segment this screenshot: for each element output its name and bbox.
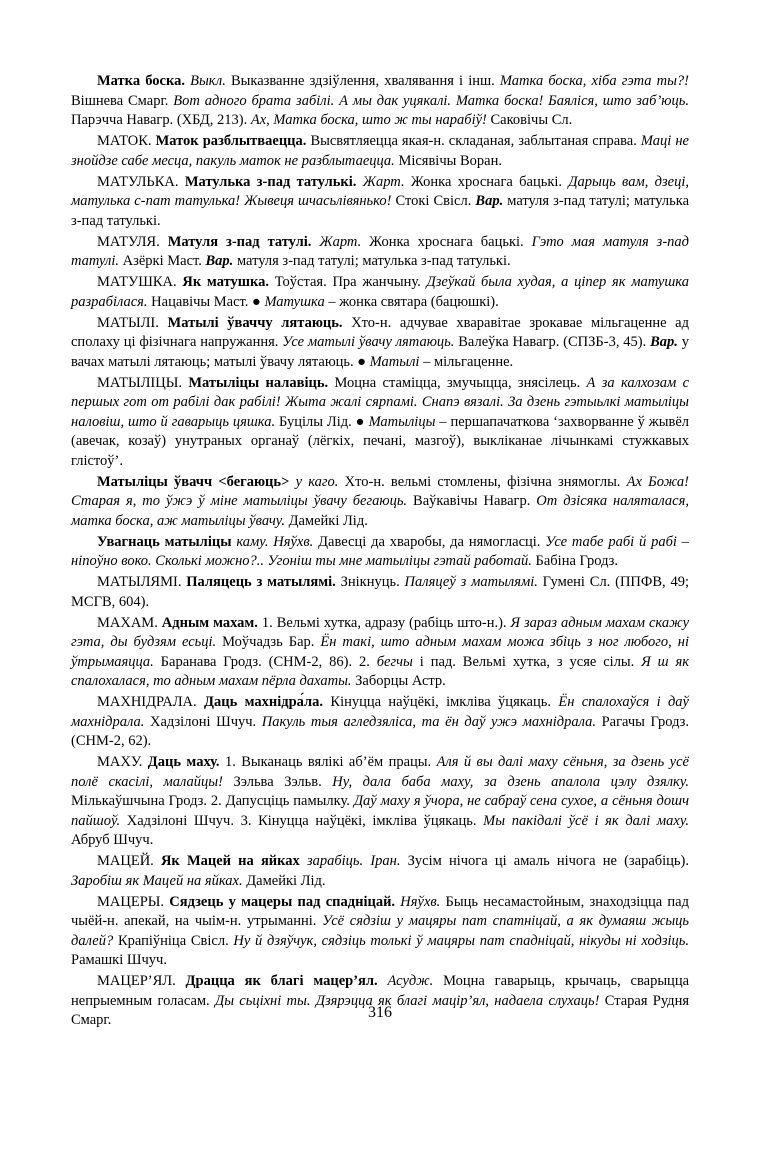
definition-text: Нацавічы Маст. ● [147, 293, 265, 310]
example-text: зарабіць. Іран. [306, 853, 401, 869]
definition-text: Місявічы Воран. [394, 152, 502, 169]
example-text: Ах, Матка боска, што ж ты нарабіў! [250, 112, 487, 128]
headword-phrase: Матуля з-пад татулі. [167, 233, 312, 250]
example-text: Ды сьціхні ты. Дзярэцца як благі мацір’ял, надаела слухаць! [214, 992, 600, 1009]
example-text: Няўхв. [400, 893, 441, 910]
dictionary-entry [71, 693, 689, 752]
example-text: Усё сядзіш у мацяры пат спатніцай, а як думаяш жыць далей? [71, 913, 689, 949]
definition-text: матуля з-пад татулі; матулька з-пад татулькі. [71, 193, 690, 229]
example-text: Жарт. [319, 233, 362, 250]
headword-phrase: Матыліцы налавіць. [188, 374, 329, 391]
dictionary-entry [71, 852, 689, 891]
example-text: Гэто мая матуля з-пад татулі. [71, 233, 689, 269]
definition-text: Азёркі Маст. [119, 253, 206, 269]
definition-text: Стокі Свісл. [391, 193, 476, 209]
dictionary-entry [71, 573, 689, 612]
definition-text: 1. Вельмі хутка, адразу (рабіць што-н.). [257, 614, 511, 631]
headword-phrase: Драцца як благі мацер’ял. [185, 973, 378, 989]
example-text: Ну, дала баба маху, за дзень апалола цэлу дзялку. [332, 773, 689, 790]
example-text: у каго. [295, 473, 339, 490]
definition-text: МАХАМ. [97, 614, 162, 631]
definition-text: МАЦЕР’ЯЛ. [97, 973, 186, 989]
example-text: Ах Божа! Старая я, то ўжэ ў міне матыліцы ўвачу бегаюць. [71, 473, 689, 509]
definition-text: Зусім нічога ці амаль нічога не (зарабіць). [400, 853, 689, 869]
page-number: 316 [368, 1004, 392, 1021]
definition-text: Валеўка Навагр. (СПЗБ-3, 45). [454, 334, 651, 350]
definition-text: Хадзілоні Шчуч. [144, 713, 262, 730]
definition-text [378, 973, 388, 989]
headword-phrase: Даць маху. [147, 754, 220, 770]
headword-phrase: Матыліцы ўвачч <бегаюць> [97, 473, 290, 490]
dictionary-entry [71, 753, 689, 851]
dictionary-entry [71, 893, 689, 971]
definition-text: Тоўстая. Пра жанчыну. [269, 274, 427, 290]
example-text: Выкл. [190, 73, 226, 89]
definition-text: МАТЫЛІ. [97, 314, 168, 331]
definition-text: МАХНІДРАЛА. [97, 694, 204, 710]
headword-phrase: Матка боска. [97, 73, 185, 89]
example-text: Вот адного брата забілі. А мы дак уцякалі. Матка боска! Баялiся, што заб’юць. [173, 92, 689, 109]
dictionary-entry [71, 314, 689, 373]
example-text: Я ш як спалохалася, то адным махам пёрла дахаты. [71, 653, 689, 689]
definition-text: Жонка хроснага бацькі. [404, 173, 569, 190]
definition-text: Рамашкі Шчуч. [71, 952, 167, 968]
definition-text: МАТУШКА. [97, 274, 183, 290]
definition-text: Крапіўніца Свісл. [113, 932, 234, 949]
dictionary-entry [71, 533, 689, 572]
example-text: От дзісяка наляталася, матка боска, аж матыліцы ўвачу. [71, 493, 689, 529]
definition-text: Хто-н. вельмі стомлены, фізічна знямоглы. [338, 473, 627, 490]
definition-text: Мількаўшчына Гродз. 2. Дапусціць памылку. [71, 793, 354, 809]
headword-phrase: Сядзець у мацеры пад спадніцай. [169, 893, 396, 910]
example-text: Маці не знойдзе сабе месца, пакуль маток не разблытаецца. [71, 133, 689, 169]
definition-text: Абруб Шчуч. [71, 832, 154, 848]
example-text: Ён спалохаўся і даў махнідрала. [71, 694, 689, 730]
example-text: А за калхозам с першых гот от рабілі дак рабілі! Жыта жалі сярпамі. Снапэ вязалі. За дзень гэтыьлкі матыліцы наловіш, што й гаварыць цяшка. [71, 374, 689, 430]
definition-text: – мільгаценне. [419, 353, 514, 370]
definition-text: МАТУЛЯ. [97, 233, 168, 250]
example-text: Даў маху я ўчора, не сабраў сена сухое, а сёньня дошч пайшоў. [71, 793, 689, 829]
definition-text: МАТЫЛЯМІ. [97, 574, 187, 590]
definition-text: Дамейкі Лід. [284, 512, 368, 529]
example-text: Дарыць вам, дзеці, матулька с-пат татулька! Жывеця шчасьлівянько! [71, 173, 689, 209]
example-text: Асудж. [387, 973, 434, 989]
dictionary-entry [71, 614, 689, 692]
variant-label: Вар. [205, 253, 234, 269]
definition-text: матуля з-пад татулі; матулька з-пад татулькі. [233, 253, 511, 269]
definition-text: і пад. Вельмі хутка, з усяе сілы. [412, 653, 642, 670]
example-text: Матылі [369, 353, 420, 370]
example-text: Заробіш як Мацей на яйках. [71, 872, 243, 889]
example-text: Жарт. [362, 173, 405, 190]
definition-text [300, 853, 307, 869]
definition-text: у вачах матылі лятаюць; матылі ўвачу лятаюць. ● [71, 334, 690, 370]
variant-label: Вар. [475, 193, 504, 209]
example-text: Ну й дзяўчук, сядзіць толькі ў мацяры пат спадніцай, нікуды ні ходзіць. [233, 932, 689, 949]
definition-text: Хадзілоні Шчуч. 3. Кінуцца наўцёкі, імкліва ўцякаць. [120, 812, 484, 829]
definition-text: Моцна стаміцца, змучыцца, знясілець. [328, 374, 587, 391]
example-text: Матушка [264, 293, 325, 310]
definition-text: МАХУ. [97, 754, 148, 770]
definition-text: 1. Выканаць вялікі аб’ём працы. [219, 754, 437, 770]
example-text: Пакуль тыя агледзяліса, та ён даў ужэ махнідрала. [261, 713, 596, 730]
definition-text: Гумені Сл. (ППФВ, 49; МСГВ, 604). [71, 574, 689, 610]
definition-text: – жонка святара (бацюшкі). [324, 293, 499, 310]
definition-text: Парэчча Навагр. (ХБД, 213). [71, 112, 251, 128]
example-text: бегчы [376, 653, 413, 670]
definition-text: Ваўкавічы Навагр. [407, 493, 537, 509]
variant-label: Вар. [650, 334, 678, 350]
dictionary-entry [71, 473, 689, 532]
dictionary-entry [71, 132, 689, 171]
example-text: Матка боска, хіба гэта ты?! [499, 73, 689, 89]
definition-text: – першапачаткова ‘захворванне ў жывёл (авечак, козаў) унутраных органаў (лёгкіх, печані, мазгоў), выкліканае лічынкамі стужкавых глістоў’. [71, 413, 690, 469]
dictionary-entry [71, 233, 689, 272]
definition-text: Вішнева Смарг. [71, 92, 174, 109]
headword-phrase: Як матушка. [182, 274, 270, 290]
definition-text: Рагачы Гродз. (СНМ-2, 62). [71, 713, 689, 749]
definition-text: Бабіна Гродз. [531, 553, 618, 569]
definition-text: Высвятляецца якая-н. складаная, заблытаная справа. [306, 133, 641, 149]
definition-text: Старая Рудня Смарг. [71, 992, 689, 1028]
definition-text: Хто-н. адчувае хваравітае зрокавае мільгаценне ад сполаху ці фізічнага напружання. [71, 314, 689, 350]
definition-text: Моўчадзь Бар. [216, 634, 321, 650]
definition-text: МАТОК. [97, 133, 156, 149]
definition-text: Буцілы Лід. ● [275, 413, 369, 430]
headword-phrase: Увагнаць матыліцы [97, 533, 232, 550]
dictionary-entry [71, 273, 689, 312]
definition-text: Кінуцца наўцёкі, імкліва ўцякаць. [323, 694, 559, 710]
headword-phrase: Даць махнідра́ла. [204, 694, 324, 710]
definition-text: Моцна гаварыць, крычаць, сварыцца непрыемным голасам. [71, 973, 690, 1009]
dictionary-entry [71, 173, 689, 232]
example-text: Дзеўкай была худая, а ціпер як матушка разрабілася. [71, 274, 689, 310]
definition-text: Зэльва Зэльв. [222, 773, 333, 790]
headword-phrase: Матулька з-пад татулькі. [184, 173, 357, 190]
headword-phrase: Адным махам. [161, 614, 258, 631]
dictionary-entry [71, 72, 689, 131]
example-text: Усе матылі ўвачу лятаюць. [282, 334, 455, 350]
definition-text: Давесці да хваробы, да нямогласці. [313, 533, 546, 550]
definition-text: Заборцы Астр. [351, 673, 446, 689]
example-text: Ён такі, што адным махам можа збіць з ног любого, ні ўтрымаяцца. [71, 634, 690, 670]
example-text: каму. Няўхв. [236, 533, 314, 550]
example-text: Аля й вы далі маху сёньня, за дзень усё полё скасілі, малайцы! [71, 754, 689, 790]
definition-text: Дамейкі Лід. [242, 872, 326, 889]
headword-phrase: Як Мацей на яйках [160, 853, 300, 869]
definition-text: Саковічы Сл. [486, 112, 573, 128]
definition-text: МАЦЕРЫ. [97, 893, 170, 910]
definition-text: Жонка хроснага бацькі. [361, 233, 532, 250]
dictionary-entry [71, 374, 689, 472]
definition-text: Знікнуць. [335, 574, 405, 590]
headword-phrase: Паляцець з матылямі. [186, 574, 336, 590]
example-text: Мы пакідалі ўсё і як далі маху. [483, 812, 689, 829]
example-text: Паляцеў з матылямі. [404, 574, 538, 590]
example-text: Усе табе рабі й рабі – ніпоўно воко. Сколькі можно?.. Угоніш ты мне матыліцы гэтай работай. [71, 533, 689, 569]
definition-text: МАТЫЛІЦЫ. [97, 374, 189, 391]
entries-column [71, 72, 689, 1032]
headword-phrase: Матылі ўваччу лятаюць. [167, 314, 343, 331]
definition-text: Выказванне здзіўлення, хвалявання і інш. [225, 73, 500, 89]
definition-text: Быць несамастойным, знаходзіцца пад чыёй-н. апекай, на чыім-н. утрыманні. [71, 893, 689, 929]
definition-text: Баранава Гродз. (СНМ-2, 86). 2. [153, 653, 377, 670]
example-text: Я зараз адным махам скажу гэта, ды будзям есьці. [71, 614, 690, 650]
example-text: Матыліцы [368, 413, 436, 430]
definition-text: МАЦЕЙ. [97, 853, 161, 869]
definition-text: МАТУЛЬКА. [97, 173, 185, 190]
headword-phrase: Маток разблытваецца. [155, 133, 307, 149]
